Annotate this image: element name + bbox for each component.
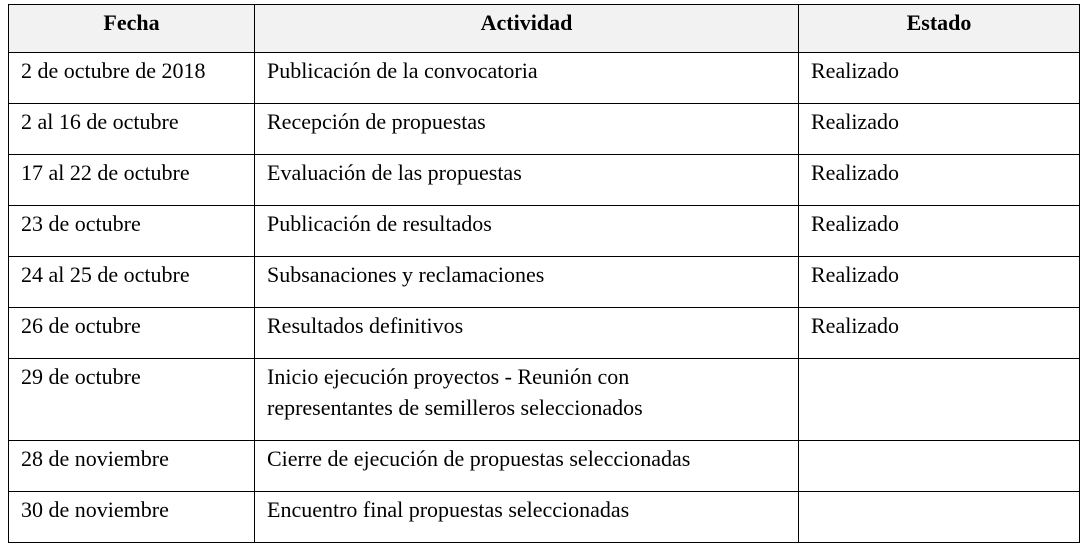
- header-estado: Estado: [799, 5, 1080, 53]
- cell-fecha: 28 de noviembre: [9, 441, 255, 492]
- table-row: [9, 206, 1080, 257]
- cell-fecha: 24 al 25 de octubre: [9, 257, 255, 308]
- table-row: [9, 308, 1080, 359]
- cell-actividad: Publicación de la convocatoria: [255, 53, 799, 104]
- header-actividad: Actividad: [255, 5, 799, 53]
- cell-actividad: Recepción de propuestas: [255, 104, 799, 155]
- cell-actividad: Publicación de resultados: [255, 206, 799, 257]
- cell-estado: Realizado: [799, 53, 1080, 104]
- cell-fecha: 17 al 22 de octubre: [9, 155, 255, 206]
- cell-actividad: [255, 359, 799, 441]
- cell-estado: Realizado: [799, 104, 1080, 155]
- cell-actividad-line: Inicio ejecución proyectos - Reunión con: [267, 364, 630, 389]
- cell-actividad: Cierre de ejecución de propuestas seleccionadas: [255, 441, 799, 492]
- cell-actividad-line: representantes de semilleros seleccionados: [267, 395, 643, 420]
- cell-fecha: 23 de octubre: [9, 206, 255, 257]
- table-row: [9, 155, 1080, 206]
- table-row: [9, 257, 1080, 308]
- cell-estado: [799, 359, 1080, 441]
- cell-actividad: Resultados definitivos: [255, 308, 799, 359]
- cell-actividad: Subsanaciones y reclamaciones: [255, 257, 799, 308]
- schedule-table: [8, 4, 1080, 543]
- table-header: [9, 5, 1080, 53]
- cell-estado: Realizado: [799, 308, 1080, 359]
- cell-fecha: 29 de octubre: [9, 359, 255, 441]
- header-fecha: Fecha: [9, 5, 255, 53]
- cell-estado: [799, 441, 1080, 492]
- cell-estado: [799, 492, 1080, 543]
- cell-fecha: 30 de noviembre: [9, 492, 255, 543]
- table-row: [9, 104, 1080, 155]
- cell-actividad: Evaluación de las propuestas: [255, 155, 799, 206]
- cell-fecha: 2 de octubre de 2018: [9, 53, 255, 104]
- table-body: [9, 53, 1080, 543]
- cell-estado: Realizado: [799, 257, 1080, 308]
- cell-estado: Realizado: [799, 155, 1080, 206]
- cell-fecha: 26 de octubre: [9, 308, 255, 359]
- cell-fecha: 2 al 16 de octubre: [9, 104, 255, 155]
- cell-estado: Realizado: [799, 206, 1080, 257]
- table-row: [9, 53, 1080, 104]
- cell-actividad: Encuentro final propuestas seleccionadas: [255, 492, 799, 543]
- header-row: [9, 5, 1080, 53]
- table-row: [9, 441, 1080, 492]
- table-row: [9, 492, 1080, 543]
- table-row: [9, 359, 1080, 441]
